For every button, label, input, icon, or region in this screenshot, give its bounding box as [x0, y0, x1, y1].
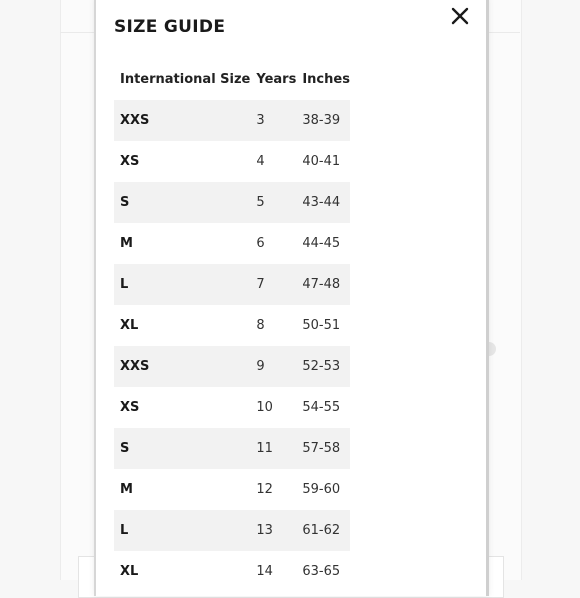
cell-size: M	[120, 236, 133, 251]
cell-inches: 59-60	[302, 482, 341, 497]
cell-years: 12	[256, 482, 273, 497]
cell-years: 13	[250, 510, 296, 551]
table-row	[114, 387, 350, 428]
cell-inches: 38-39	[296, 100, 350, 141]
cell-size: S	[114, 182, 250, 223]
cell-inches: 57-58	[296, 428, 350, 469]
cell-size: XXS	[114, 100, 250, 141]
close-icon	[449, 5, 471, 27]
table-row	[114, 182, 350, 223]
table-row	[114, 223, 350, 264]
table-row	[114, 551, 350, 592]
cell-inches: 54-55	[302, 400, 341, 415]
cell-size: M	[120, 482, 133, 497]
table-row	[114, 100, 350, 141]
cell-years: 8	[256, 318, 265, 333]
cell-size: XS	[120, 154, 140, 169]
cell-inches: 44-45	[302, 236, 341, 251]
table-row	[114, 305, 350, 346]
cell-size: XL	[120, 564, 139, 579]
cell-years: 14	[256, 564, 273, 579]
cell-years: 4	[256, 154, 265, 169]
cell-years: 11	[250, 428, 296, 469]
cell-size: L	[114, 264, 250, 305]
cell-size: XS	[120, 400, 140, 415]
table-row	[114, 428, 350, 469]
cell-size: S	[114, 428, 250, 469]
cell-inches: 52-53	[296, 346, 350, 387]
cell-size: XXS	[114, 346, 250, 387]
cell-inches: 40-41	[302, 154, 341, 169]
close-button[interactable]	[449, 5, 471, 27]
size-table	[114, 59, 350, 592]
cell-years: 3	[250, 100, 296, 141]
cell-inches: 47-48	[296, 264, 350, 305]
size-guide-modal	[94, 0, 489, 596]
table-row	[114, 510, 350, 551]
cell-years: 7	[250, 264, 296, 305]
header-years: Years	[256, 72, 297, 87]
cell-inches: 63-65	[302, 564, 341, 579]
cell-years: 6	[256, 236, 265, 251]
table-row	[114, 469, 350, 510]
table-row	[114, 346, 350, 387]
cell-years: 5	[250, 182, 296, 223]
cell-size: L	[114, 510, 250, 551]
cell-inches: 43-44	[296, 182, 350, 223]
cell-size: XL	[120, 318, 139, 333]
table-row	[114, 264, 350, 305]
cell-years: 9	[250, 346, 296, 387]
cell-inches: 61-62	[296, 510, 350, 551]
cell-years: 10	[256, 400, 273, 415]
table-header-row	[114, 59, 350, 100]
cell-inches: 50-51	[302, 318, 341, 333]
table-row	[114, 141, 350, 182]
header-inches: Inches	[302, 72, 350, 87]
header-international-size: International Size	[120, 72, 251, 87]
modal-title: SIZE GUIDE	[114, 17, 226, 37]
